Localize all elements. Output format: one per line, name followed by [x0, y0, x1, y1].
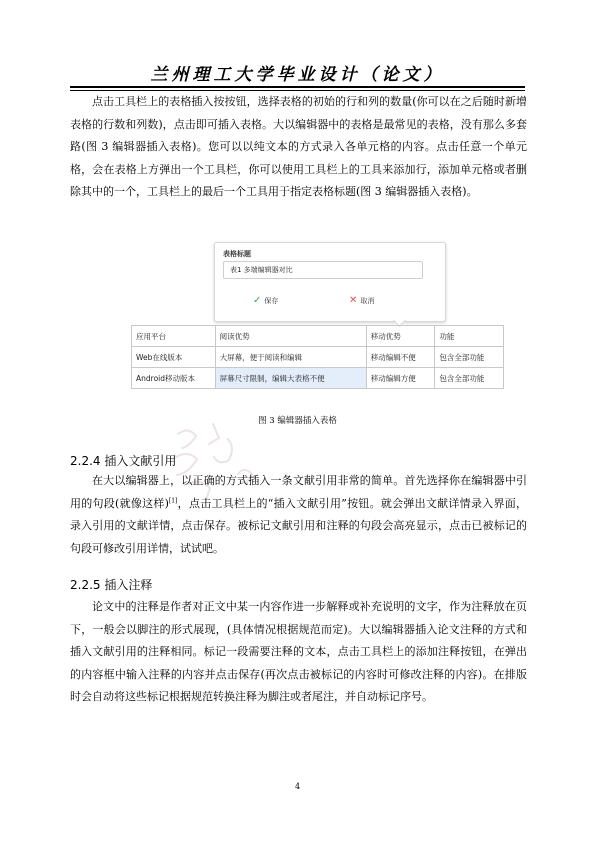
table-cell[interactable]: 移动编辑不便 [366, 347, 435, 368]
section-heading-2-2-5: 2.2.5 插入注释 [70, 578, 153, 592]
table-cell[interactable]: Web在线版本 [132, 347, 216, 368]
section-heading-2-2-4: 2.2.4 插入文献引用 [70, 454, 177, 468]
save-label: 保存 [264, 296, 279, 305]
cancel-label: 取消 [360, 296, 375, 305]
close-icon: ✕ [349, 295, 358, 306]
section-2-2-4-paragraph [70, 470, 527, 560]
table-caption-popup [214, 242, 446, 322]
save-button[interactable] [253, 295, 278, 306]
table-cell[interactable]: 大屏幕，便于阅读和编辑 [215, 347, 366, 368]
check-icon: ✓ [253, 295, 262, 306]
figure-table-editor [131, 242, 504, 392]
table-cell[interactable]: 应用平台 [132, 326, 216, 347]
table-row [132, 368, 504, 389]
intro-paragraph: 点击工具栏上的表格插入按按钮，选择表格的初始的行和列的数量(你可以在之后随时新增表格的行数和列数)，点击即可插入表格。大以编辑器中的表格是最常见的表格，没有那么多套路(图 3 编辑器插入表格)。您可以以纯文本的方式录入各单元格的内容。点击任意一个单元格，会在表格上方弹出一个工具栏，你可以使用工具栏上的工具来添加行，添加单元格或者删除其中的一个，工具栏上的最后一个工具用于指定表格标题(图 3 编辑器插入表格)。 [70, 95, 527, 198]
table-caption-input[interactable]: 表1 多端编辑器对比 [223, 261, 423, 279]
header-rule-thick [70, 86, 525, 88]
table-row [132, 326, 504, 347]
paragraph-text: ，点击工具栏上的“插入文献引用”按钮。就会弹出文献详情录入界面，录入引用的文献详情，点击保存。被标记文献引用和注释的句段会高亮显示，点击已被标记的句段可修改引用详情，试试吧。 [70, 496, 527, 555]
table-cell[interactable]: Android移动版本 [132, 368, 216, 389]
table-cell[interactable]: 移动优势 [366, 326, 435, 347]
citation-mark[interactable]: [1] [168, 496, 178, 504]
table-row [132, 347, 504, 368]
paragraph-text: 在大以编辑器上，以正确的方式插入一条文献引用非常的简单。首先选择你在编辑器中引用的句段(就像这样) [70, 474, 527, 510]
figure-caption: 图 3 编辑器插入表格 [258, 416, 337, 426]
page-number: 4 [294, 782, 301, 791]
section-2-2-5-paragraph: 论文中的注释是作者对正文中某一内容作进一步解释或补充说明的文字，作为注释放在页下，一般会以脚注的形式展现，(具体情况根据规范而定)。大以编辑器插入论文注释的方式和插入文献引用的注释相同。标记一段需要注释的文本，点击工具栏上的添加注释按钮，在弹出的内容框中输入注释的内容并点击保存(再次点击被标记的内容时可修改注释的内容)。在排版时会自动将这些标记根据规范转换注释为脚注或者尾注，并自动标记序号。 [70, 600, 527, 703]
comparison-table [131, 325, 504, 389]
table-cell[interactable]: 包含全部功能 [435, 347, 504, 368]
table-cell[interactable]: 功能 [435, 326, 504, 347]
table-cell-selected[interactable]: 屏幕尺寸限制，编辑大表格不便 [215, 368, 366, 389]
table-cell[interactable]: 阅读优势 [215, 326, 366, 347]
table-cell[interactable]: 包含全部功能 [435, 368, 504, 389]
table-cell[interactable]: 移动编辑方便 [366, 368, 435, 389]
page-header-title: 兰州理工大学毕业设计（论文） [150, 65, 445, 85]
cancel-button[interactable] [349, 295, 374, 306]
popup-label: 表格标题 [223, 250, 251, 258]
